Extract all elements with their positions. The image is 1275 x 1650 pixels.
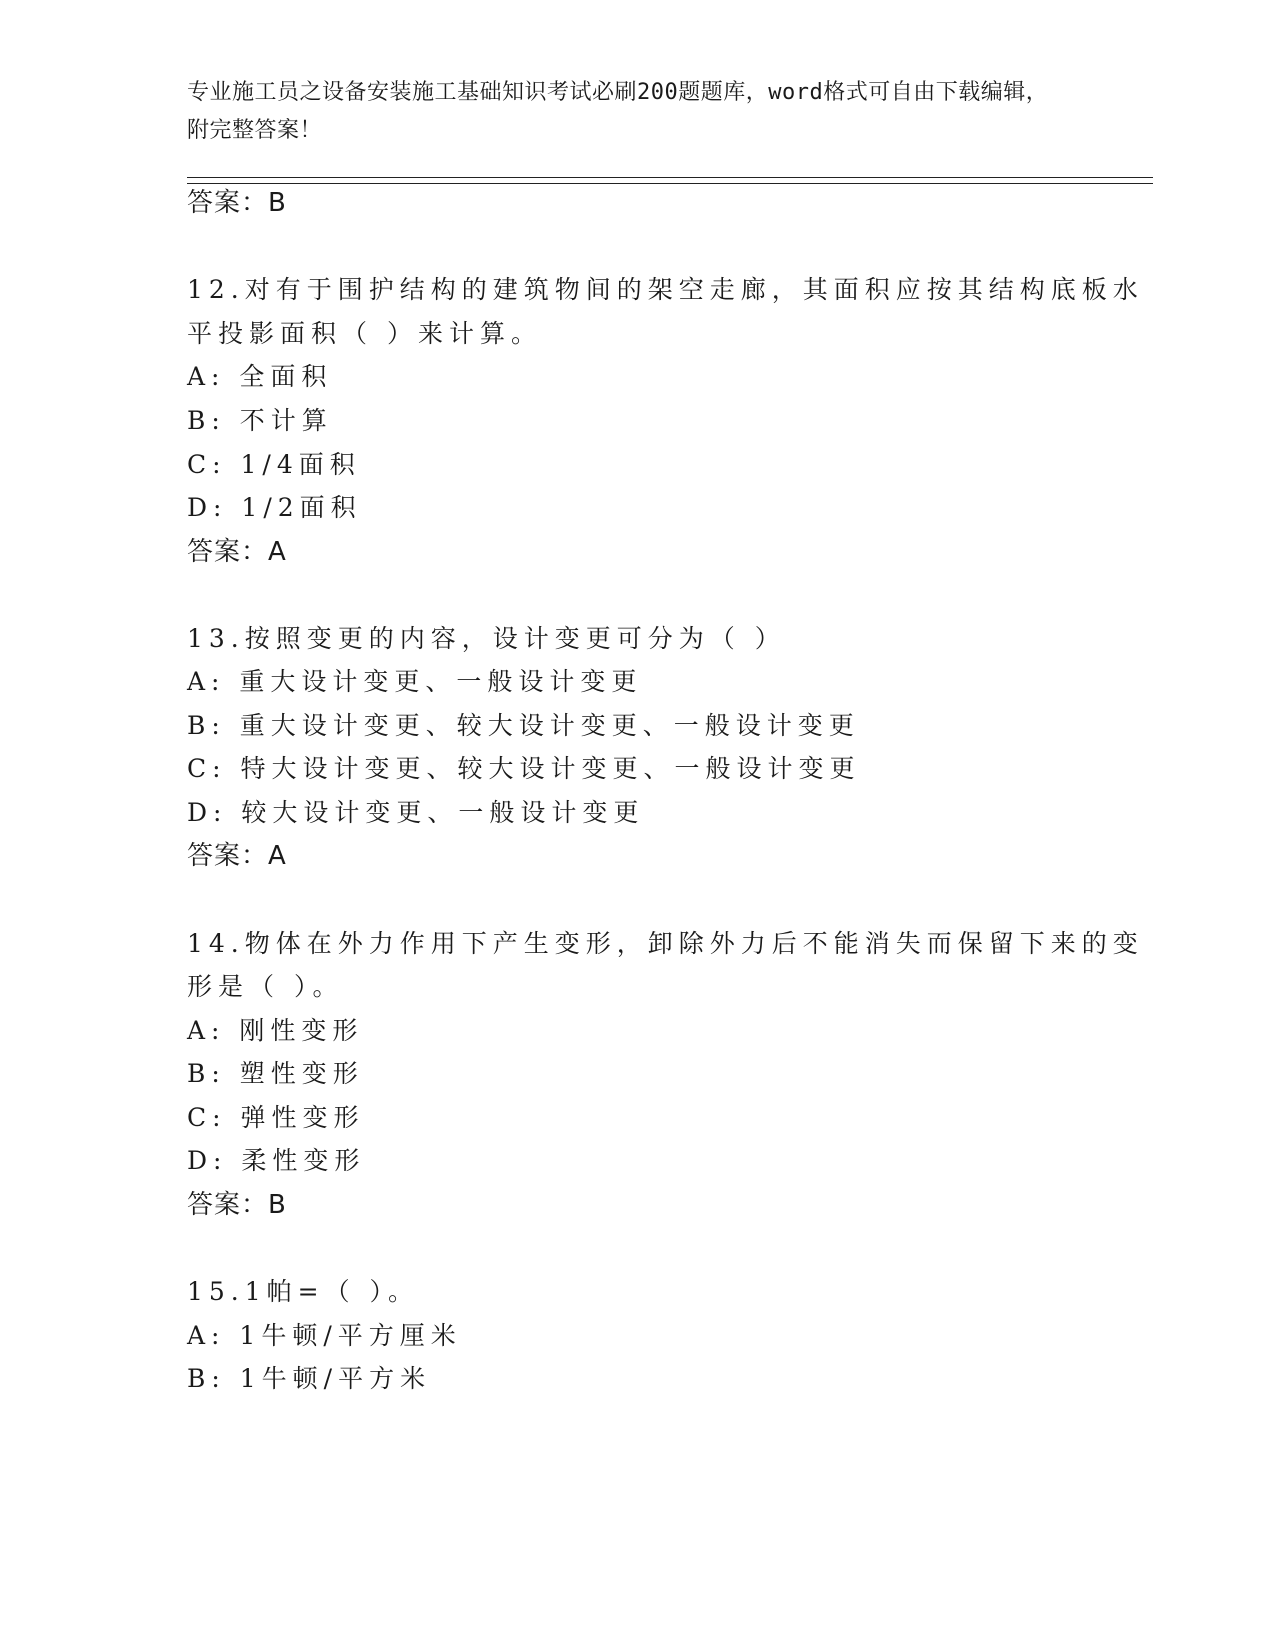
- question-14-answer: 答案：B: [187, 1190, 287, 1220]
- question-15-option-b: B: 1牛顿/平方米: [187, 1364, 432, 1393]
- answer-prev: 答案：B: [187, 188, 287, 218]
- question-13-stem-line-1: 13.按照变更的内容，设计变更可分为（ ）: [187, 624, 786, 653]
- question-12-option-a: A: 全面积: [187, 362, 333, 391]
- question-14-stem-line-2: 形是（ ）。: [187, 972, 344, 1001]
- question-12-answer: 答案：A: [187, 537, 287, 567]
- question-12-option-c: C: 1/4面积: [187, 450, 361, 479]
- question-12-option-b: B: 不计算: [187, 406, 333, 435]
- question-12-option-d: D: 1/2面积: [187, 493, 362, 522]
- question-15-option-a: A: 1牛顿/平方厘米: [187, 1321, 462, 1350]
- header-divider-bottom: [187, 183, 1153, 184]
- question-13-answer: 答案：A: [187, 841, 287, 871]
- header-divider-top: [187, 177, 1153, 178]
- question-12-stem-line-1: 12.对有于围护结构的建筑物间的架空走廊，其面积应按其结构底板水: [187, 275, 1144, 304]
- question-12-stem-line-2: 平投影面积（ ）来计算。: [187, 319, 542, 348]
- question-13-option-c: C: 特大设计变更、较大设计变更、一般设计变更: [187, 754, 861, 783]
- question-14-option-d: D: 柔性变形: [187, 1146, 366, 1175]
- question-15-stem-line-1: 15.1帕=（ ）。: [187, 1277, 420, 1306]
- question-14-option-b: B: 塑性变形: [187, 1059, 364, 1088]
- question-14-stem-line-1: 14.物体在外力作用下产生变形，卸除外力后不能消失而保留下来的变: [187, 929, 1144, 958]
- question-14-option-a: A: 刚性变形: [187, 1016, 364, 1045]
- question-13-option-b: B: 重大设计变更、较大设计变更、一般设计变更: [187, 711, 860, 740]
- question-13-option-d: D: 较大设计变更、一般设计变更: [187, 798, 645, 827]
- document-header: 专业施工员之设备安装施工基础知识考试必刷200题题库，word格式可自由下载编辑，附完整答案！: [187, 80, 1049, 143]
- question-14-option-c: C: 弹性变形: [187, 1103, 365, 1132]
- question-13-option-a: A: 重大设计变更、一般设计变更: [187, 667, 643, 696]
